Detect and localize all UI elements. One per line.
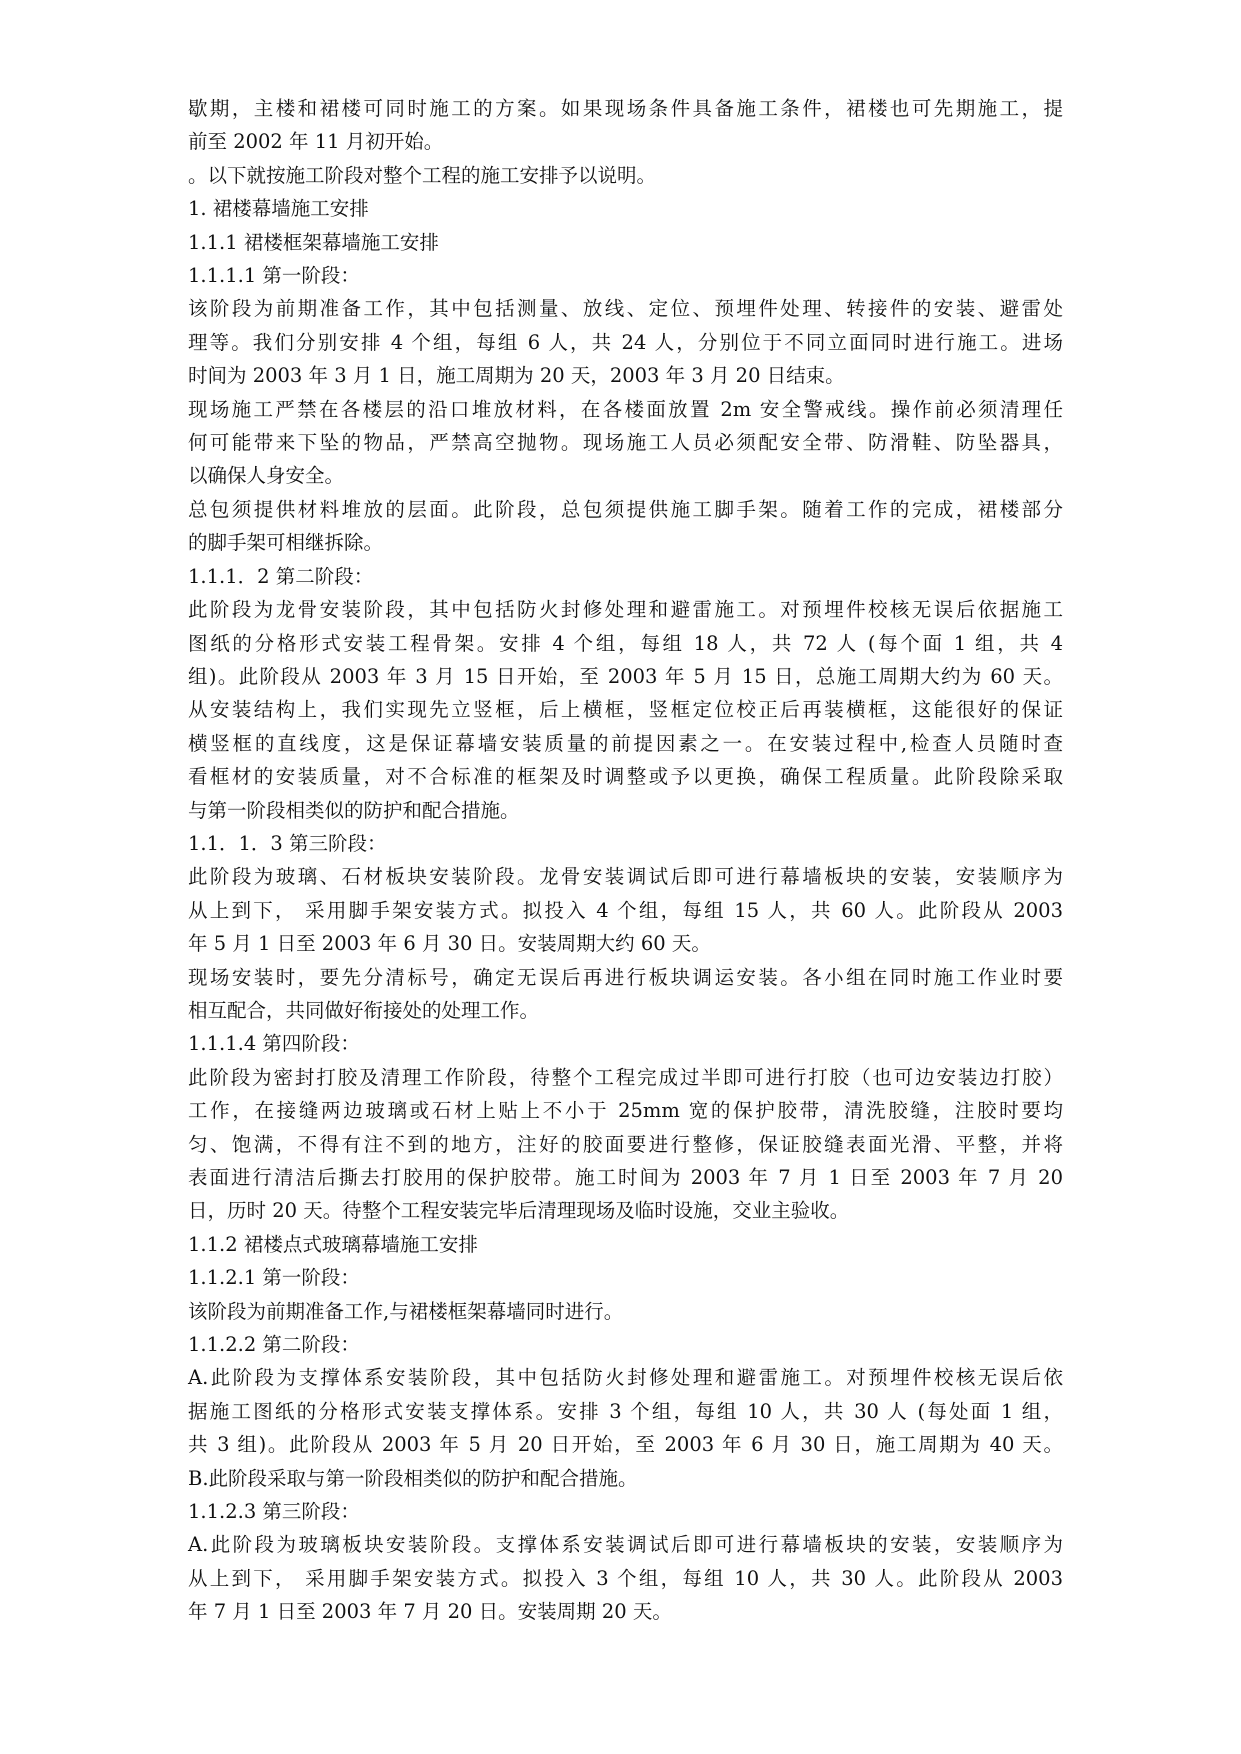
- text-line: 表面进行清洁后撕去打胶用的保护胶带。施工时间为 2003 年 7 月 1 日至 2003 年 7 月 20: [188, 1166, 1063, 1189]
- text-line: 与第一阶段相类似的防护和配合措施。: [188, 798, 520, 822]
- text-line: 从上到下， 采用脚手架安装方式。拟投入 4 个组，每组 15 人，共 60 人。此阶段从 2003: [188, 898, 1063, 922]
- text-line: 1.1.2 裙楼点式玻璃幕墙施工安排: [188, 1232, 478, 1256]
- text-line: 的脚手架可相继拆除。: [188, 531, 384, 555]
- text-line: 现场施工严禁在各楼层的沿口堆放材料，在各楼面放置 2m 安全警戒线。操作前必须清理任: [188, 397, 1063, 421]
- text-line: 共 3 组)。此阶段从 2003 年 5 月 20 日开始，至 2003 年 6 月 30 日，施工周期为 40 天。: [188, 1433, 1063, 1457]
- text-line: 横竖框的直线度，这是保证幕墙安装质量的前提因素之一。在安装过程中,检查人员随时查: [188, 731, 1063, 755]
- text-line: 从上到下， 采用脚手架安装方式。拟投入 3 个组，每组 10 人，共 30 人。此阶段从 2003: [188, 1566, 1063, 1590]
- text-line: 理等。我们分别安排 4 个组，每组 6 人，共 24 人，分别位于不同立面同时进行施工。进场: [188, 330, 1063, 354]
- text-line: 1.1.2.2 第二阶段：: [188, 1333, 360, 1357]
- text-line: 相互配合，共同做好衔接处的处理工作。: [188, 998, 540, 1022]
- text-line: 看框材的安装质量，对不合标准的框架及时调整或予以更换，确保工程质量。此阶段除采取: [188, 765, 1063, 789]
- text-line: 日，历时 20 天。待整个工程安装完毕后清理现场及临时设施，交业主验收。: [188, 1199, 850, 1223]
- text-line: 总包须提供材料堆放的层面。此阶段，总包须提供施工脚手架。随着工作的完成，裙楼部分: [188, 497, 1063, 521]
- text-line: 该阶段为前期准备工作,与裙楼框架幕墙同时进行。: [188, 1299, 624, 1323]
- text-line: B.此阶段采取与第一阶段相类似的防护和配合措施。: [188, 1466, 638, 1490]
- text-line: 年 7 月 1 日至 2003 年 7 月 20 日。安装周期 20 天。: [188, 1600, 672, 1624]
- text-line: 此阶段为密封打胶及清理工作阶段，待整个工程完成过半即可进行打胶（也可边安装边打胶）: [188, 1065, 1063, 1089]
- text-line: 前至 2002 年 11 月初开始。: [188, 130, 444, 154]
- text-line: 。以下就按施工阶段对整个工程的施工安排予以说明。: [188, 163, 657, 187]
- text-line: 从安装结构上，我们实现先立竖框，后上横框，竖框定位校正后再装横框，这能很好的保证: [188, 698, 1063, 722]
- text-line: 组)。此阶段从 2003 年 3 月 15 日开始，至 2003 年 5 月 15 日，总施工周期大约为 60 天。: [188, 664, 1064, 688]
- text-line: 现场安装时，要先分清标号，确定无误后再进行板块调运安装。各小组在同时施工作业时要: [188, 965, 1063, 989]
- text-line: 图纸的分格形式安装工程骨架。安排 4 个组，每组 18 人，共 72 人 (每个面 1 组，共 4: [188, 631, 1063, 655]
- text-line: 据施工图纸的分格形式安装支撑体系。安排 3 个组，每组 10 人，共 30 人 (每处面 1 组，: [188, 1399, 1063, 1423]
- text-line: 工作，在接缝两边玻璃或石材上贴上不小于 25mm 宽的保护胶带，清洗胶缝，注胶时要均: [188, 1099, 1063, 1123]
- text-line: 1.1.2.1 第一阶段：: [188, 1266, 360, 1290]
- text-line: 1.1.2.3 第三阶段：: [188, 1500, 360, 1524]
- text-line: 1.1.1．2 第二阶段：: [188, 564, 374, 588]
- text-line: 该阶段为前期准备工作，其中包括测量、放线、定位、预埋件处理、转接件的安装、避雷处: [188, 297, 1063, 321]
- text-line: 此阶段为龙骨安装阶段，其中包括防火封修处理和避雷施工。对预埋件校核无误后依据施工: [188, 598, 1063, 622]
- text-line: 歇期，主楼和裙楼可同时施工的方案。如果现场条件具备施工条件，裙楼也可先期施工，提: [188, 97, 1063, 120]
- text-line: 1.1.1.1 第一阶段：: [188, 264, 360, 288]
- text-line: 时间为 2003 年 3 月 1 日，施工周期为 20 天，2003 年 3 月 20 日结束。: [188, 364, 845, 388]
- text-line: 以确保人身安全。: [188, 464, 345, 488]
- text-line: 年 5 月 1 日至 2003 年 6 月 30 日。安装周期大约 60 天。: [188, 932, 711, 956]
- text-line: 此阶段为玻璃、石材板块安装阶段。龙骨安装调试后即可进行幕墙板块的安装，安装顺序为: [188, 865, 1063, 889]
- text-line: 1.1.1 裙楼框架幕墙施工安排: [188, 230, 439, 254]
- text-line: A.此阶段为支撑体系安装阶段，其中包括防火封修处理和避雷施工。对预埋件校核无误后依: [188, 1366, 1063, 1390]
- text-line: A.此阶段为玻璃板块安装阶段。支撑体系安装调试后即可进行幕墙板块的安装，安装顺序为: [188, 1533, 1063, 1557]
- document-body: [188, 92, 1063, 1629]
- text-line: 何可能带来下坠的物品，严禁高空抛物。现场施工人员必须配安全带、防滑鞋、防坠器具，: [188, 431, 1063, 455]
- text-line: 1.1．1．3 第三阶段：: [188, 831, 387, 855]
- text-line: 1.1.1.4 第四阶段：: [188, 1032, 360, 1056]
- text-line: 1. 裙楼幕墙施工安排: [188, 197, 369, 221]
- text-line: 匀、饱满，不得有注不到的地方，注好的胶面要进行整修，保证胶缝表面光滑、平整，并将: [188, 1132, 1063, 1156]
